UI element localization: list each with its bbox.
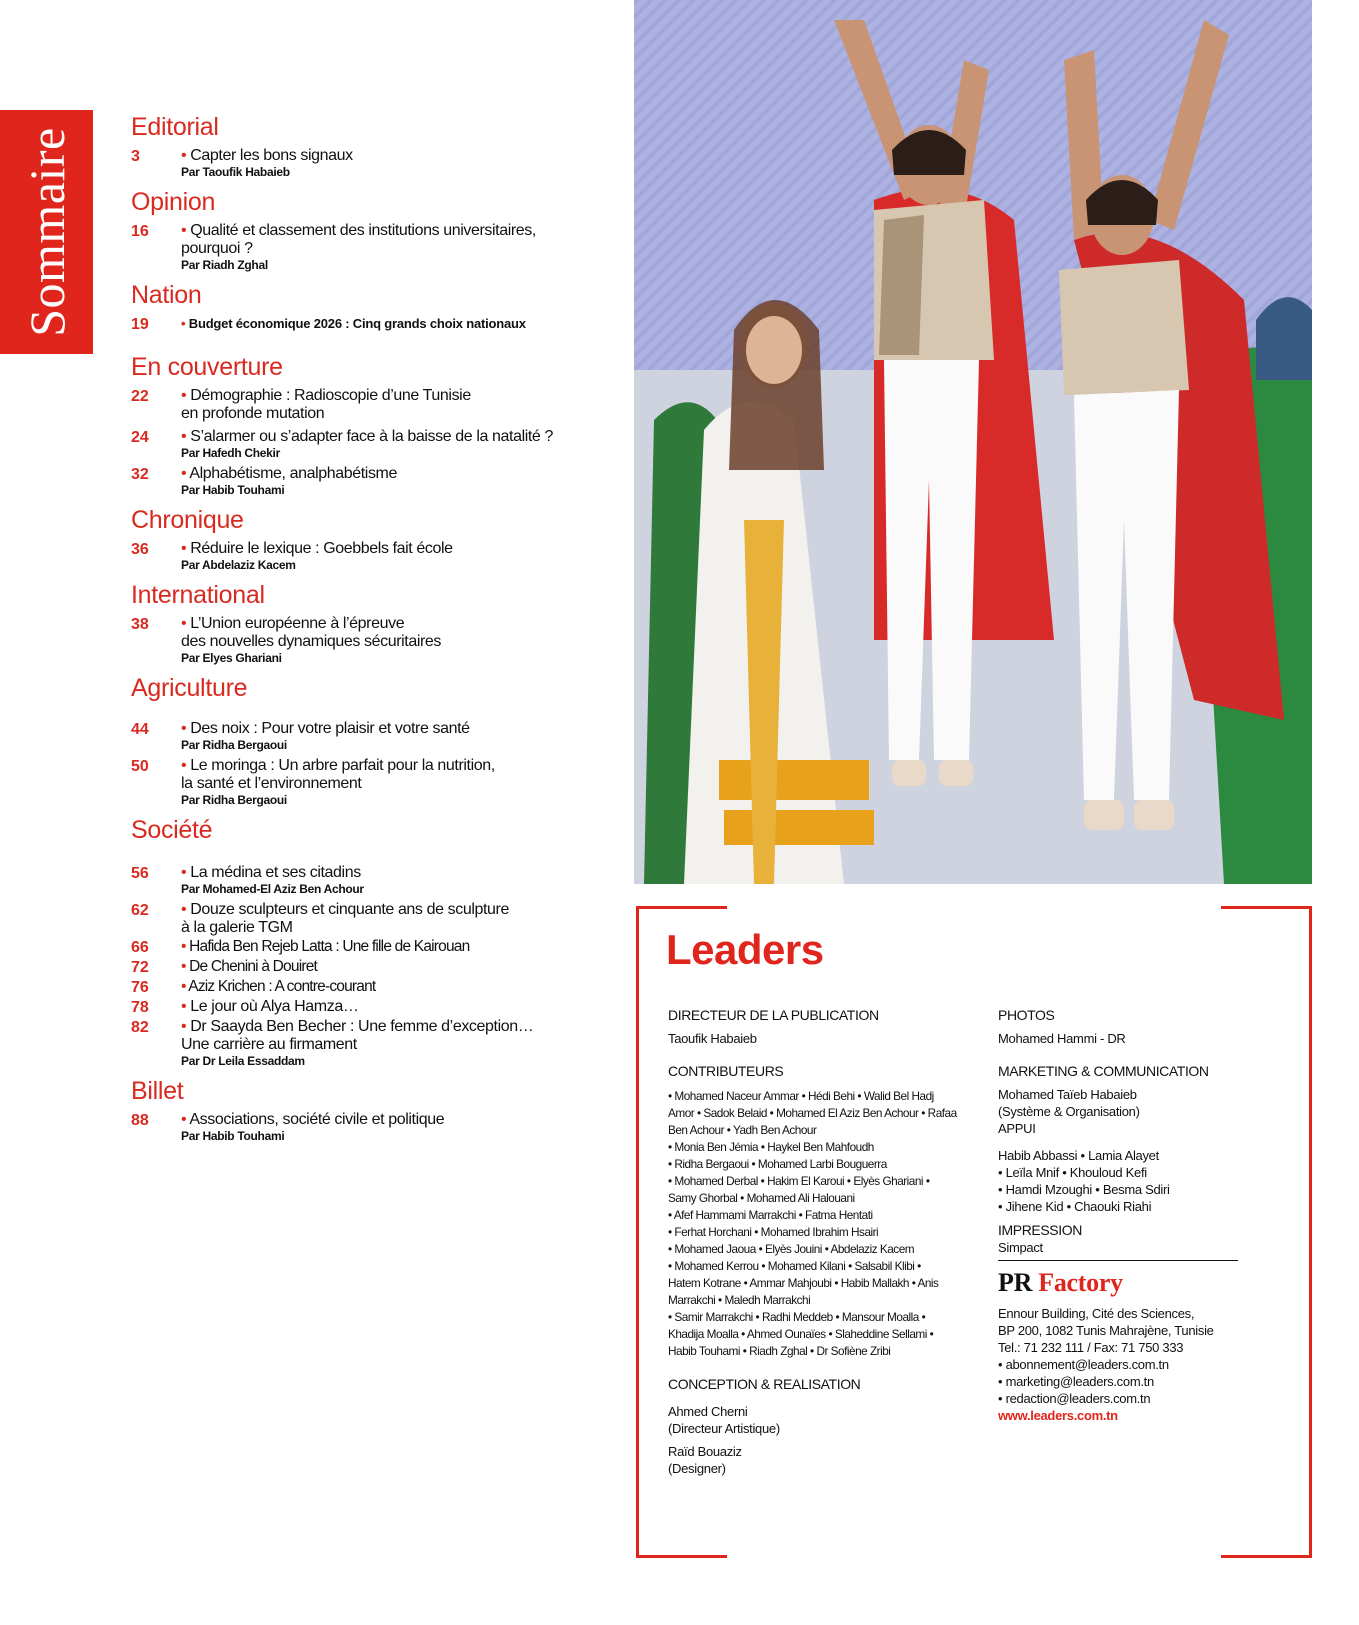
email-list: [998, 1356, 1278, 1407]
director-value: Taoufik Habaieb: [668, 1031, 757, 1046]
address-block: [998, 1305, 1278, 1356]
page-number: 62: [131, 902, 149, 919]
toc-entry[interactable]: [131, 978, 591, 997]
toc-entry[interactable]: [131, 757, 591, 807]
page-number: 44: [131, 721, 149, 738]
contributors-label: CONTRIBUTEURS: [668, 1063, 784, 1079]
impression-label: IMPRESSION: [998, 1222, 1082, 1238]
toc-entry[interactable]: [131, 222, 591, 272]
page-number: 88: [131, 1112, 149, 1129]
entry-title-cont: la santé et l’environnement: [181, 775, 362, 792]
email-link[interactable]: • marketing@leaders.com.tn: [998, 1374, 1154, 1389]
contributors-line: Habib Touhami • Riadh Zghal • Dr Sofiène Zribi: [668, 1344, 891, 1358]
toc-entry[interactable]: [131, 1111, 591, 1143]
entry-title: • Réduire le lexique : Goebbels fait école: [181, 540, 591, 558]
page-number: 38: [131, 616, 149, 633]
entry-title: • Alphabétisme, analphabétisme: [181, 465, 591, 483]
toc-entry[interactable]: [131, 1018, 591, 1068]
entry-title: • Capter les bons signaux: [181, 147, 591, 165]
contributors-line: • Mohamed Naceur Ammar • Hédi Behi • Walid Bel Hadj: [668, 1089, 934, 1103]
contributors-line: • Ferhat Horchani • Mohamed Ibrahim Hsairi: [668, 1225, 879, 1239]
entry-title-cont: Une carrière au firmament: [181, 1036, 357, 1053]
page-number: 82: [131, 1019, 149, 1036]
toc-entry[interactable]: [131, 901, 591, 937]
appui-line: • Jihene Kid • Chaouki Riahi: [998, 1199, 1152, 1214]
page-number: 66: [131, 939, 149, 956]
marketing-label: MARKETING & COMMUNICATION: [998, 1063, 1209, 1079]
sommaire-tab: [0, 110, 93, 354]
conception-name: Ahmed Cherni: [668, 1404, 748, 1419]
frame-right-line: [1309, 906, 1312, 1558]
entry-author: Par Ridha Bergaoui: [181, 793, 287, 807]
toc-entry[interactable]: [131, 315, 591, 334]
toc-entry[interactable]: [131, 938, 591, 957]
address-line: BP 200, 1082 Tunis Mahrajène, Tunisie: [998, 1323, 1214, 1338]
masthead-box: [636, 906, 1312, 1558]
appui-line: Habib Abbassi • Lamia Alayet: [998, 1148, 1159, 1163]
address-line: Ennour Building, Cité des Sciences,: [998, 1306, 1195, 1321]
section-heading-couverture: En couverture: [131, 353, 283, 381]
leaders-logo: Leaders: [666, 926, 824, 973]
entry-title: • Le jour où Alya Hamza…: [181, 998, 591, 1016]
pr-logo-part: PR: [998, 1268, 1033, 1297]
entry-title-cont: pourquoi ?: [181, 240, 253, 257]
page-number: 78: [131, 999, 149, 1016]
entry-title: • Douze sculpteurs et cinquante ans de sculpture: [181, 901, 591, 919]
entry-title: • Démographie : Radioscopie d’une Tunisie: [181, 387, 591, 405]
frame-corner: [1221, 906, 1312, 997]
section-heading-opinion: Opinion: [131, 188, 216, 216]
page-number: 36: [131, 541, 149, 558]
entry-title: • Le moringa : Un arbre parfait pour la nutrition,: [181, 757, 591, 775]
entry-title: • Dr Saayda Ben Becher : Une femme d’exception…: [181, 1018, 591, 1036]
appui-label: APPUI: [998, 1121, 1036, 1136]
page-number: 72: [131, 959, 149, 976]
toc-entry[interactable]: [131, 720, 591, 752]
toc-entry[interactable]: [131, 428, 591, 460]
entry-author: Par Mohamed-El Aziz Ben Achour: [181, 882, 364, 896]
email-link[interactable]: • abonnement@leaders.com.tn: [998, 1357, 1169, 1372]
entry-title: • Associations, société civile et politique: [181, 1111, 591, 1129]
entry-author: Par Dr Leila Essaddam: [181, 1054, 305, 1068]
entry-title: • S’alarmer ou s’adapter face à la baisse de la natalité ?: [181, 428, 591, 446]
entry-author: Par Abdelaziz Kacem: [181, 558, 296, 572]
toc-entry[interactable]: [131, 998, 591, 1017]
contributors-line: • Mohamed Kerrou • Mohamed Kilani • Salsabil Klibi •: [668, 1259, 921, 1273]
divider: [998, 1260, 1238, 1261]
page-number: 76: [131, 979, 149, 996]
frame-left-line: [636, 906, 639, 1558]
entry-author: Par Habib Touhami: [181, 483, 285, 497]
toc-entry[interactable]: [131, 147, 591, 179]
entry-author: Par Elyes Ghariani: [181, 651, 282, 665]
section-heading-editorial: Editorial: [131, 113, 219, 141]
section-heading-chronique: Chronique: [131, 506, 244, 534]
section-heading-agriculture: Agriculture: [131, 674, 248, 702]
page-number: 32: [131, 466, 149, 483]
entry-author: Par Ridha Bergaoui: [181, 738, 287, 752]
contributors-line: • Afef Hammami Marrakchi • Fatma Hentati: [668, 1208, 873, 1222]
cover-photo-illustration: [634, 0, 1312, 884]
entry-author: Par Habib Touhami: [181, 1129, 285, 1143]
contributors-line: Ben Achour • Yadh Ben Achour: [668, 1123, 817, 1137]
contributors-line: Khadija Moalla • Ahmed Ounaïes • Slaheddine Sellami •: [668, 1327, 934, 1341]
page-number: 24: [131, 429, 149, 446]
conception-name: Raïd Bouaziz: [668, 1444, 742, 1459]
entry-author: Par Hafedh Chekir: [181, 446, 280, 460]
frame-corner: [1221, 1467, 1312, 1558]
page-number: 22: [131, 388, 149, 405]
entry-title-cont: en profonde mutation: [181, 405, 325, 422]
contributors-line: Amor • Sadok Belaid • Mohamed El Aziz Ben Achour • Rafaa: [668, 1106, 957, 1120]
toc-entry[interactable]: [131, 465, 591, 497]
entry-title: • Qualité et classement des institutions universitaires,: [181, 222, 591, 240]
director-label: DIRECTEUR DE LA PUBLICATION: [668, 1007, 879, 1023]
contributors-line: • Mohamed Derbal • Hakim El Karoui • Elyès Ghariani •: [668, 1174, 930, 1188]
entry-title: • L’Union européenne à l’épreuve: [181, 615, 591, 633]
photos-value: Mohamed Hammi - DR: [998, 1031, 1126, 1046]
entry-title: • La médina et ses citadins: [181, 864, 591, 882]
impression-value: Simpact: [998, 1240, 1043, 1255]
appui-list: [998, 1147, 1278, 1215]
entry-title: • De Chenini à Douiret: [181, 958, 591, 976]
entry-title-cont: des nouvelles dynamiques sécuritaires: [181, 633, 442, 650]
email-link[interactable]: • redaction@leaders.com.tn: [998, 1391, 1151, 1406]
page-number: 16: [131, 223, 149, 240]
entry-title: • Aziz Krichen : A contre-courant: [181, 978, 591, 996]
toc-entry[interactable]: [131, 387, 591, 423]
contributors-line: • Mohamed Jaoua • Elyès Jouini • Abdelaziz Kacem: [668, 1242, 915, 1256]
conception-label: CONCEPTION & REALISATION: [668, 1376, 861, 1392]
section-heading-billet: Billet: [131, 1077, 184, 1105]
entry-title: • Budget économique 2026 : Cinq grands choix nationaux: [181, 315, 591, 333]
page-number: 19: [131, 316, 149, 333]
entry-author: Par Riadh Zghal: [181, 258, 268, 272]
toc-entry[interactable]: [131, 540, 591, 572]
contributors-line: • Monia Ben Jémia • Haykel Ben Mahfoudh: [668, 1140, 874, 1154]
section-heading-international: International: [131, 581, 265, 609]
table-of-contents: [131, 112, 591, 1143]
appui-line: • Hamdi Mzoughi • Besma Sdiri: [998, 1182, 1170, 1197]
toc-entry[interactable]: [131, 958, 591, 977]
pr-logo-part: Factory: [1038, 1268, 1123, 1297]
section-heading-nation: Nation: [131, 281, 202, 309]
appui-line: • Leïla Mnif • Khouloud Kefi: [998, 1165, 1147, 1180]
contributors-list: [668, 1088, 968, 1360]
contributors-line: Samy Ghorbal • Mohamed Ali Halouani: [668, 1191, 855, 1205]
masthead-left-column: [668, 1007, 968, 1477]
entry-title-cont: à la galerie TGM: [181, 919, 293, 936]
frame-corner: [636, 1467, 727, 1558]
entry-title: • Des noix : Pour votre plaisir et votre santé: [181, 720, 591, 738]
cover-photo: [634, 0, 1312, 884]
conception-role: (Directeur Artistique): [668, 1421, 780, 1436]
pr-factory-logo: [998, 1267, 1278, 1299]
marketing-role: (Système & Organisation): [998, 1104, 1140, 1119]
photos-label: PHOTOS: [998, 1007, 1055, 1023]
conception-role: (Designer): [668, 1461, 726, 1476]
entry-title: • Hafida Ben Rejeb Latta : Une fille de Kairouan: [181, 938, 591, 956]
page-number: 56: [131, 865, 149, 882]
toc-entry[interactable]: [131, 864, 591, 896]
toc-entry[interactable]: [131, 615, 591, 665]
contributors-line: • Samir Marrakchi • Radhi Meddeb • Mansour Moalla •: [668, 1310, 926, 1324]
masthead-right-column: [998, 1007, 1278, 1424]
contributors-line: Marrakchi • Maledh Marrakchi: [668, 1293, 811, 1307]
page-number: 50: [131, 758, 149, 775]
section-heading-societe: Société: [131, 816, 213, 844]
address-line: Tel.: 71 232 111 / Fax: 71 750 333: [998, 1340, 1184, 1355]
page-number: 3: [131, 148, 140, 165]
entry-author: Par Taoufik Habaieb: [181, 165, 290, 179]
marketing-name: Mohamed Taïeb Habaieb: [998, 1087, 1137, 1102]
contributors-line: • Ridha Bergaoui • Mohamed Larbi Bouguerra: [668, 1157, 887, 1171]
website-link[interactable]: www.leaders.com.tn: [998, 1408, 1118, 1423]
sommaire-title: Sommaire: [18, 127, 75, 337]
contributors-line: Hatem Kotrane • Ammar Mahjoubi • Habib Mallakh • Anis: [668, 1276, 939, 1290]
